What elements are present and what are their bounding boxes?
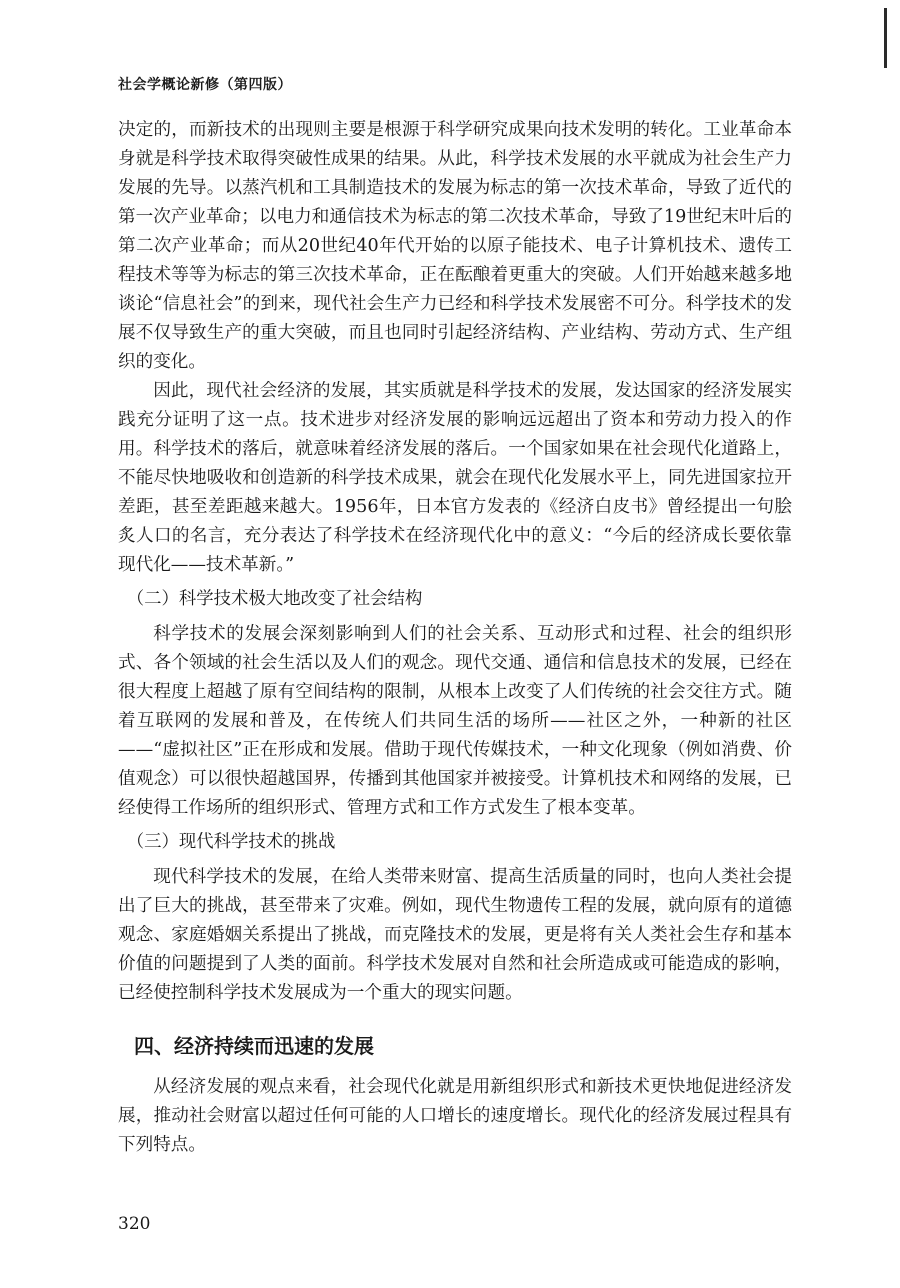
page-edge-line: [884, 8, 887, 68]
body-paragraph: 现代科学技术的发展，在给人类带来财富、提高生活质量的同时，也向人类社会提出了巨大的挑战，甚至带来了灾难。例如，现代生物遗传工程的发展，就向原有的道德观念、家庭婚姻关系提出了挑战，而克隆技术的发展，更是将有关人类社会生存和基本价值的问题提到了人类的面前。科学技术发展对自然和社会所造成或可能造成的影响，已经使控制科学技术发展成为一个重大的现实问题。: [118, 867, 792, 1003]
page-number: 320: [118, 1214, 151, 1234]
body-paragraph: 决定的，而新技术的出现则主要是根源于科学研究成果向技术发明的转化。工业革命本身就是科学技术取得突破性成果的结果。从此，科学技术发展的水平就成为社会生产力发展的先导。以蒸汽机和工具制造技术的发展为标志的第一次技术革命，导致了近代的第一次产业革命；以电力和通信技术为标志的第二次技术革命，导致了19世纪末叶后的第二次产业革命；而从20世纪40年代开始的以原子能技术、电子计算机技术、遗传工程技术等等为标志的第三次技术革命，正在酝酿着更重大的突破。人们开始越来越多地谈论“信息社会”的到来，现代社会生产力已经和科学技术发展密不可分。科学技术的发展不仅导致生产的重大突破，而且也同时引起经济结构、产业结构、劳动方式、生产组织的变化。: [118, 120, 792, 372]
section-heading: 四、经济持续而迅速的发展: [134, 1034, 374, 1058]
body-paragraph: 科学技术的发展会深刻影响到人们的社会关系、互动形式和过程、社会的组织形式、各个领域的社会生活以及人们的观念。现代交通、通信和信息技术的发展，已经在很大程度上超越了原有空间结构的限制，从根本上改变了人们传统的社会交往方式。随着互联网的发展和普及，在传统人们共同生活的场所——社区之外，一种新的社区——“虚拟社区”正在形成和发展。借助于现代传媒技术，一种文化现象（例如消费、价值观念）可以很快超越国界，传播到其他国家并被接受。计算机技术和网络的发展，已经使得工作场所的组织形式、管理方式和工作方式发生了根本变革。: [118, 624, 792, 818]
subsection-heading: （三）现代科学技术的挑战: [126, 832, 336, 852]
subsection-heading: （二）科学技术极大地改变了社会结构: [126, 589, 423, 609]
body-paragraph: 因此，现代社会经济的发展，其实质就是科学技术的发展，发达国家的经济发展实践充分证明了这一点。技术进步对经济发展的影响远远超出了资本和劳动力投入的作用。科学技术的落后，就意味着经济发展的落后。一个国家如果在社会现代化道路上，不能尽快地吸收和创造新的科学技术成果，就会在现代化发展水平上，同先进国家拉开差距，甚至差距越来越大。1956年，日本官方发表的《经济白皮书》曾经提出一句脍炙人口的名言，充分表达了科学技术在经济现代化中的意义：“今后的经济成长要依靠现代化——技术革新。”: [118, 381, 792, 575]
running-head-title: 社会学概论新修（第四版）: [118, 77, 292, 93]
body-paragraph: 从经济发展的观点来看，社会现代化就是用新组织形式和新技术更快地促进经济发展，推动社会财富以超过任何可能的人口增长的速度增长。现代化的经济发展过程具有下列特点。: [118, 1077, 792, 1155]
page-body: [118, 116, 792, 1160]
